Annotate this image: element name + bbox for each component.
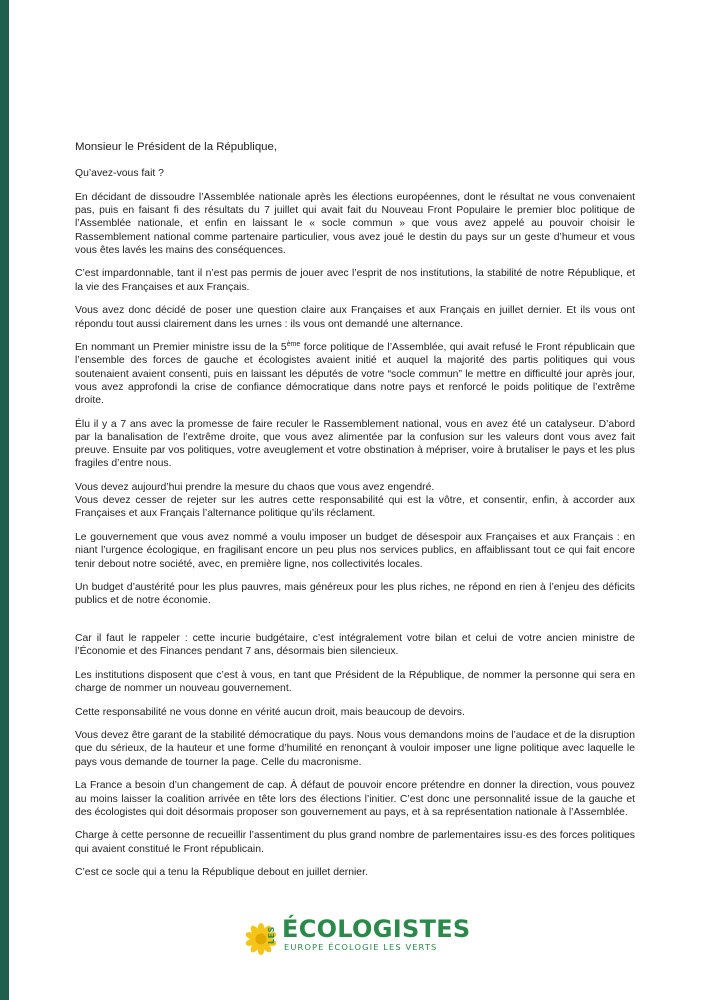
paragraph-record: Car il faut le rappeler : cette incurie budgétaire, c’est intégralement votre bilan et celui de votre ancien ministre de l’Économie et des Finances pendant 7 ans, désormais bien silencieux.	[75, 632, 635, 657]
paragraph-catalyst: Élu il y a 7 ans avec la promesse de faire reculer le Rassemblement national, vous en avez été un catalyseur. D’abord par la banalisation de l’extrême droite, que vous avez alimentée par la confusion sur les valeurs dont vous avez fait preuve. Ensuite par vos politiques, votre aveuglement et votre obstination à mépriser, voire à brutaliser le pays et les plus fragiles d’entre nous.	[75, 418, 635, 470]
p4-ordinal: ème	[286, 341, 301, 349]
p6-line-2: Vous devez cesser de rejeter sur les autres cette responsabilité qui est la vôtre, et consentir, enfin, à accorder aux Françaises et aux Français l’alternance politique qu’ils réclament.	[75, 495, 635, 520]
paragraph-chaos	[75, 481, 635, 521]
paragraph-austerity: Un budget d’austérité pour les plus pauvres, mais généreux pour les plus riches, ne répond en rien à l’enjeu des déficits publics et de notre économie.	[75, 582, 635, 607]
paragraph-institutions: Les institutions disposent que c’est à vous, en tant que Président de la République, de nommer la personne qui sera en charge de nommer un nouveau gouvernement.	[75, 669, 635, 694]
paragraph-closing: C’est ce socle qui a tenu la République debout en juillet dernier.	[75, 867, 368, 879]
p4-text-start: En nommant un Premier ministre issu de la 5	[75, 342, 287, 354]
logo-wordmark: ÉCOLOGISTES	[282, 915, 471, 943]
left-accent-bar	[0, 0, 9, 1000]
p4-text-end: force politique de l’Assemblée, qui avait refusé le Front républicain que l’ensemble des forces de gauche et écologistes avaient initié et auquel la majorité des partis politiques qui vous soutenaient avaient consenti, puis en laissant les députés de votre “socle commun” le mettre en difficulté jour après jour, vous avez approfondi la crise de confiance démocratique dans notre pays et renforcé le poids politique de l’extrême droite.	[75, 342, 635, 407]
les-ecologistes-logo	[244, 911, 474, 961]
paragraph-stability: Vous devez être garant de la stabilité démocratique du pays. Nous vous demandons moins de l’audace et de la disruption que du sérieux, de la hauteur et une forme d’humilité en renonçant à vouloir imposer une ligne politique avec laquelle le pays vous demande de tourner la page. Celle du macronisme.	[75, 730, 635, 768]
logo-tagline: EUROPE ÉCOLOGIE LES VERTS	[284, 942, 438, 952]
paragraph-dissolution: En décidant de dissoudre l’Assemblée nationale après les élections européennes, dont le résultat ne vous convenaient pas, puis en faisant fi des résultats du 7 juillet qui avait fait du Nouveau Front Populaire le premier bloc politique de l’Assemblée nationale, et enfin en laissant le « socle commun » que vous avez appelé au pouvoir choisir le Rassemblement national comme partenaire particulier, vous avez joué le destin du pays sur un geste d’humeur et vous vous êtes lavés les mains des conséquences.	[75, 191, 635, 256]
letter-body	[75, 141, 635, 890]
paragraph-change-course: La France a besoin d’un changement de cap. À défaut de pouvoir encore prétendre en donner la direction, vous pouvez au moins laisser la coalition arrivée en tête lors des élections l’initier. C’est donc une personnalité issue de la gauche et des écologistes qui doit désormais proposer son gouvernement au pays, et à sa représentation nationale à l’Assemblée.	[75, 780, 635, 818]
opening-question: Qu’avez-vous fait ?	[75, 168, 164, 180]
paragraph-parliament: Charge à cette personne de recueillir l’assentiment du plus grand nombre de parlementaires issu·es des forces politiques qui avaient constitué le Front républicain.	[75, 830, 635, 855]
p6-line-1: Vous devez aujourd’hui prendre la mesure du chaos que vous avez engendré.	[75, 482, 435, 494]
paragraph-prime-minister	[75, 341, 635, 407]
paragraph-budget: Le gouvernement que vous avez nommé a voulu imposer un budget de désespoir aux Françaises et aux Français : en niant l’urgence écologique, en fragilisant encore un peu plus nos services publics, en affaiblissant tout ce qui fait encore tenir debout notre société, avec, en première ligne, nos collectivités locales.	[75, 532, 635, 570]
salutation: Monsieur le Président de la République,	[75, 141, 277, 153]
logo-prefix: LES	[267, 926, 276, 944]
paragraph-responsibility: Cette responsabilité ne vous donne en vérité aucun droit, mais beaucoup de devoirs.	[75, 706, 465, 718]
paragraph-question: Vous avez donc décidé de poser une question claire aux Françaises et aux Français en juillet dernier. Et ils vous ont répondu tout aussi clairement dans les urnes : ils vous ont demandé une alternance.	[75, 305, 635, 330]
paragraph-unforgivable: C’est impardonnable, tant il n’est pas permis de jouer avec l’esprit de nos institutions, la stabilité de notre République, et la vie des Françaises et aux Français.	[75, 268, 635, 293]
